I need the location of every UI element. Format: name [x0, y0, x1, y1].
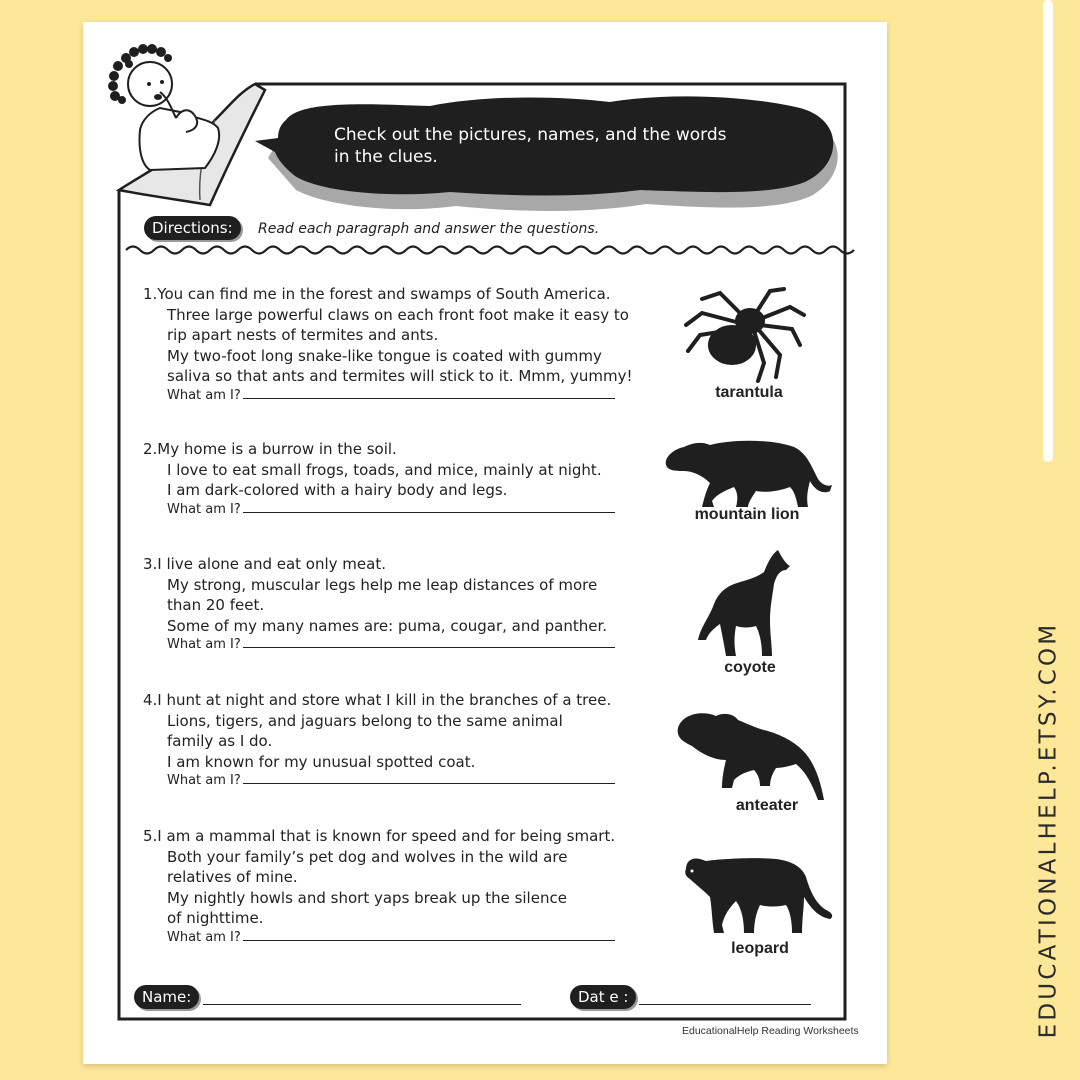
question-1-line: rip apart nests of termites and ants. — [167, 326, 439, 345]
question-2 — [143, 439, 615, 519]
question-3-line: Some of my many names are: puma, cougar, and panther. — [167, 616, 608, 635]
tarantula-icon — [680, 285, 810, 385]
question-1-line: My two-foot long snake-like tongue is coated with gummy — [167, 346, 602, 365]
question-4 — [143, 690, 615, 790]
answer-line-2[interactable] — [243, 502, 615, 513]
speech-bubble-text: Check out the pictures, names, and the words in the clues. — [334, 125, 727, 167]
question-5-line: Both your family’s pet dog and wolves in the wild are — [167, 847, 568, 866]
question-3 — [143, 554, 615, 654]
question-2-first-line: 2.My home is a burrow in the soil. — [143, 440, 397, 458]
question-4-line: I am known for my unusual spotted coat. — [167, 752, 476, 771]
answer-line-5[interactable] — [243, 930, 615, 941]
answer-row-5 — [143, 929, 615, 947]
animal-label-4: anteater — [735, 797, 799, 814]
question-3-prompt: What am I? — [167, 637, 241, 653]
question-5-first-line: 5.I am a mammal that is known for speed and for being smart. — [143, 827, 616, 845]
animal-label-1: tarantula — [715, 384, 783, 401]
question-5-prompt: What am I? — [167, 929, 241, 945]
leopard-icon — [682, 855, 834, 939]
question-5-line: relatives of mine. — [167, 868, 298, 887]
question-1-first-line: 1.You can find me in the forest and swamps of South America. — [143, 285, 611, 303]
answer-row-2 — [143, 501, 615, 519]
animal-label-5: leopard — [731, 940, 789, 957]
date-label: Dat e : — [570, 985, 636, 1009]
side-brand-text: EDUCATIONALHELP.ETSY.COM — [1035, 621, 1062, 1039]
question-4-first-line: 4.I hunt at night and store what I kill in the branches of a tree. — [143, 691, 612, 709]
question-3-first-line: 3.I live alone and eat only meat. — [143, 555, 386, 573]
question-3-line: My strong, muscular legs help me leap distances of more — [167, 575, 598, 594]
anteater-icon — [672, 710, 828, 806]
directions-label: Directions: — [144, 216, 241, 240]
question-1 — [143, 284, 633, 405]
answer-line-3[interactable] — [243, 637, 615, 648]
question-5 — [143, 826, 615, 947]
animal-label-2: mountain lion — [694, 506, 800, 523]
coyote-icon — [694, 548, 798, 660]
mountain-lion-icon — [662, 435, 834, 511]
question-5-line: My nightly howls and short yaps break up the silence — [167, 888, 567, 907]
directions-text: Read each paragraph and answer the questions. — [258, 221, 600, 237]
animal-label-3: coyote — [724, 659, 776, 676]
question-5-line: of nighttime. — [167, 909, 264, 928]
date-field[interactable] — [639, 1004, 811, 1005]
answer-row-1 — [143, 387, 633, 405]
question-4-line: family as I do. — [167, 732, 273, 751]
answer-line-1[interactable] — [243, 388, 615, 399]
question-4-prompt: What am I? — [167, 773, 241, 789]
question-3-line: than 20 feet. — [167, 596, 265, 615]
question-1-prompt: What am I? — [167, 387, 241, 403]
answer-row-3 — [143, 636, 615, 654]
name-label: Name: — [134, 985, 199, 1009]
question-1-line: saliva so that ants and termites will stick to it. Mmm, yummy! — [167, 367, 633, 386]
footer-credit: EducationalHelp Reading Worksheets — [682, 1025, 859, 1037]
name-field[interactable] — [203, 1004, 521, 1005]
question-4-line: Lions, tigers, and jaguars belong to the same animal — [167, 711, 563, 730]
question-2-line: I am dark-colored with a hairy body and legs. — [167, 481, 508, 500]
question-2-prompt: What am I? — [167, 501, 241, 517]
question-1-line: Three large powerful claws on each front foot make it easy to — [167, 305, 629, 324]
answer-row-4 — [143, 772, 615, 790]
child-illustration — [128, 62, 219, 170]
question-2-line: I love to eat small frogs, toads, and mice, mainly at night. — [167, 460, 602, 479]
answer-line-4[interactable] — [243, 773, 615, 784]
